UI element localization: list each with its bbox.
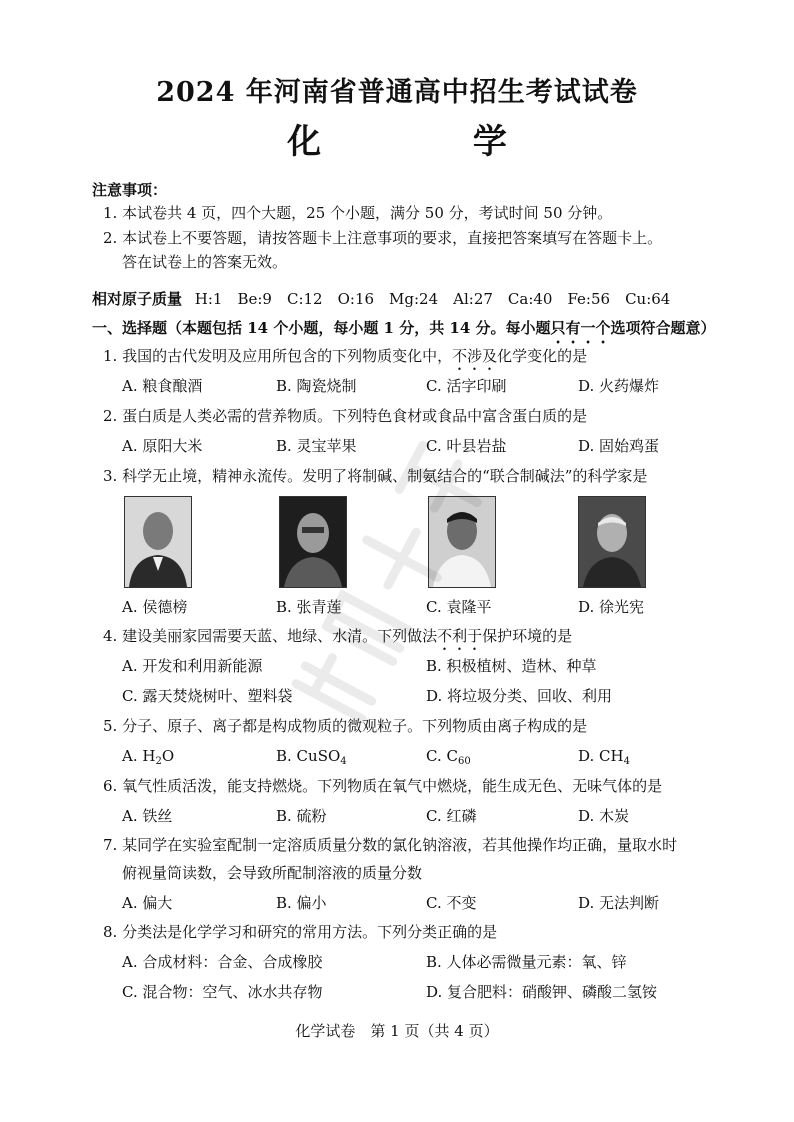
question-3: 3. 科学无止境，精神永流传。发明了将制碱、制氨结合的“联合制碱法”的科学家是 [103,467,648,485]
notes-item-3: 答在试卷上的答案无效。 [122,253,288,271]
section1-heading [92,318,716,347]
q4-option-c: C. 露天焚烧树叶、塑料袋 [122,687,293,705]
q1-emph: 不涉及 [452,347,498,365]
q7-option-c: C. 不变 [426,894,477,912]
question-2: 2. 蛋白质是人类必需的营养物质。下列特色食材或食品中富含蛋白质的是 [103,407,588,425]
portrait-b-image [280,497,346,587]
q4-option-d: D. 将垃圾分类、回收、利用 [426,687,613,705]
q8-option-a: A. 合成材料：合金、合成橡胶 [122,953,323,971]
q2-option-c: C. 叶县岩盐 [426,437,507,455]
q4-pre: 4. 建设美丽家园需要天蓝、地绿、水清。下列做法 [103,627,438,645]
q7-option-a: A. 偏大 [122,894,173,912]
q5-option-a-text: A. H [122,747,156,765]
q5-option-d-text: D. CH [578,747,624,765]
q4-post: 保护环境的是 [482,627,573,645]
q5-option-a-post: O [161,747,175,765]
q2-option-a: A. 原阳大米 [122,437,203,455]
q3-option-b: B. 张青莲 [276,598,342,616]
q1-option-b: B. 陶瓷烧制 [276,377,357,395]
portrait-b [279,496,347,588]
question-7-line-2: 俯视量筒读数，会导致所配制溶液的质量分数 [122,864,423,882]
q5-option-d-sub: 4 [623,756,630,767]
atomic-mass-values: H:1 Be:9 C:12 O:16 Mg:24 Al:27 Ca:40 Fe:56 Cu:64 [194,290,671,308]
subject-title: 化 学 [287,122,577,162]
q8-option-d: D. 复合肥料：硝酸钾、磷酸二氢铵 [426,983,658,1001]
notes-item-2: 2. 本试卷上不要答题，请按答题卡上注意事项的要求，直接把答案填写在答题卡上。 [103,229,663,247]
q4-emph: 不利于 [437,627,483,645]
question-5: 5. 分子、原子、离子都是构成物质的微观粒子。下列物质由离子构成的是 [103,717,588,735]
q8-option-c: C. 混合物：空气、冰水共存物 [122,983,323,1001]
q4-option-b: B. 积极植树、造林、种草 [426,657,597,675]
q7-option-b: B. 偏小 [276,894,327,912]
q8-option-b: B. 人体必需微量元素：氧、锌 [426,953,627,971]
portrait-a-image [125,497,191,587]
section1-heading-emph: 只有一个 [550,319,611,337]
q5-option-b-sub: 4 [340,756,347,767]
exam-title: 2024 年河南省普通高中招生考试试卷 [156,77,638,108]
q2-option-b: B. 灵宝苹果 [276,437,357,455]
q7-option-d: D. 无法判断 [578,894,660,912]
q1-option-a: A. 粮食酿酒 [122,377,203,395]
notes-item-1: 1. 本试卷共 4 页，四个大题，25 个小题，满分 50 分，考试时间 50 分钟。 [103,204,613,222]
section1-heading-post: 选项符合题意） [610,319,716,337]
page-footer: 化学试卷 第 1 页（共 4 页） [295,1022,499,1040]
atomic-mass-label: 相对原子质量 [92,290,183,308]
q5-option-c-text: C. C [426,747,458,765]
q5-option-b-text: B. CuSO [276,747,341,765]
portrait-c-image [429,497,495,587]
q5-option-a [122,746,174,772]
section1-heading-pre: 一、选择题（本题包括 14 个小题，每小题 1 分，共 14 分。每小题 [92,319,551,337]
question-1 [103,346,587,374]
portrait-d [578,496,646,588]
q5-option-a-sub: 2 [155,756,162,767]
portrait-c [428,496,496,588]
q5-option-b [276,746,347,772]
question-7-line-1: 7. 某同学在实验室配制一定溶质质量分数的氯化钠溶液，若其他操作均正确，量取水时 [103,836,678,854]
question-4 [103,626,572,654]
question-6: 6. 氧气性质活泼，能支持燃烧。下列物质在氧气中燃烧，能生成无色、无味气体的是 [103,777,663,795]
q5-option-c-sub: 60 [457,756,471,767]
q6-option-d: D. 木炭 [578,807,630,825]
q6-option-b: B. 硫粉 [276,807,327,825]
portrait-a [124,496,192,588]
q2-option-d: D. 固始鸡蛋 [578,437,660,455]
portrait-d-image [579,497,645,587]
q1-option-c: C. 活字印刷 [426,377,507,395]
q1-pre: 1. 我国的古代发明及应用所包含的下列物质变化中， [103,347,453,365]
question-8: 8. 分类法是化学学习和研究的常用方法。下列分类正确的是 [103,923,498,941]
q5-option-d [578,746,630,772]
q6-option-a: A. 铁丝 [122,807,173,825]
atomic-mass-row [92,289,670,309]
q1-post: 化学变化的是 [497,347,588,365]
q5-option-c [426,746,471,772]
q6-option-c: C. 红磷 [426,807,477,825]
notes-heading: 注意事项： [92,181,168,199]
q3-option-c: C. 袁隆平 [426,598,492,616]
q1-option-d: D. 火药爆炸 [578,377,660,395]
q3-option-a: A. 侯德榜 [122,598,188,616]
q4-option-a: A. 开发和利用新能源 [122,657,263,675]
q3-option-d: D. 徐光宪 [578,598,645,616]
